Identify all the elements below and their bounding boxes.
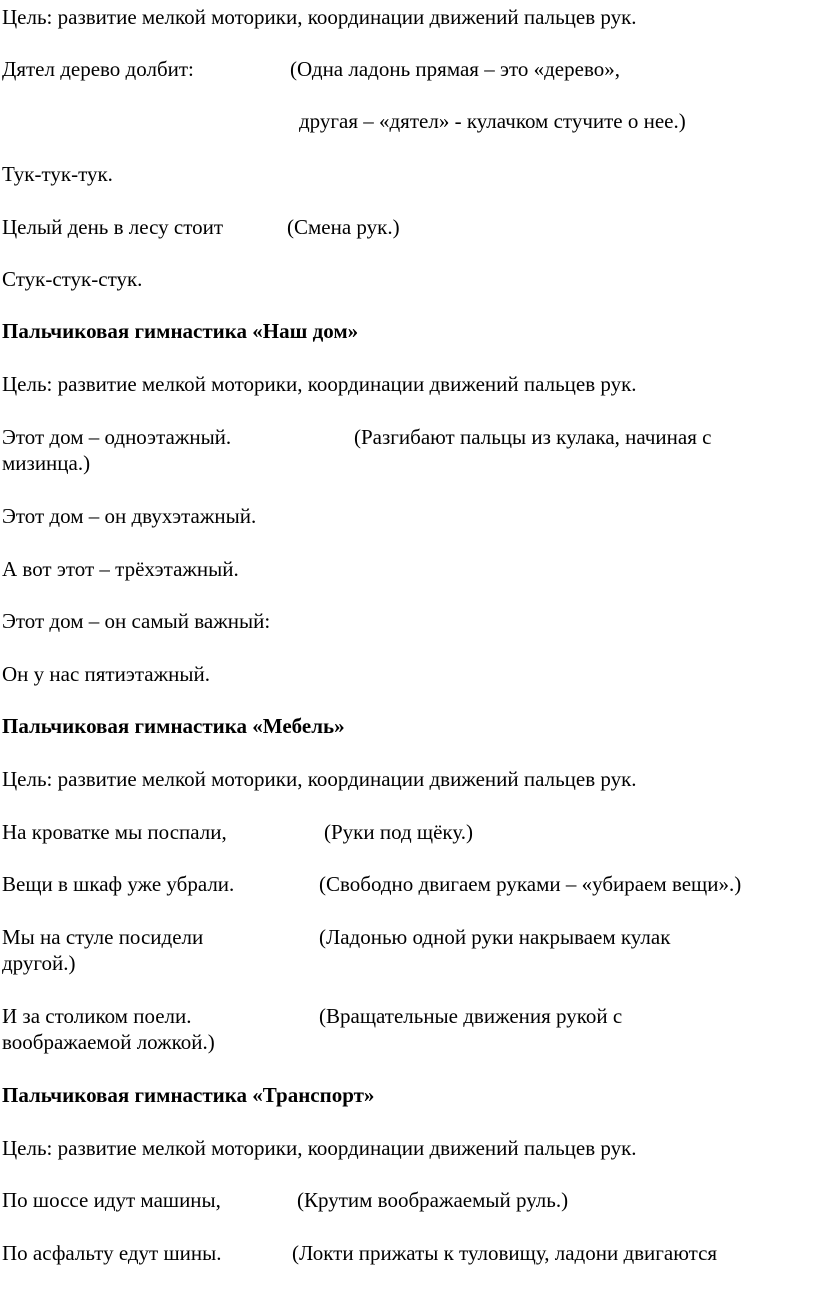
verse-text: Стук-стук-стук. [2, 267, 143, 291]
section-heading: Пальчиковая гимнастика «Наш дом» [2, 319, 359, 343]
instruction-text: (Локти прижаты к туловищу, ладони двигаются [292, 1241, 718, 1265]
instruction-continuation: мизинца.) [2, 451, 91, 475]
verse-text: Этот дом – он самый важный: [2, 609, 271, 633]
verse-line [2, 56, 620, 82]
verse-text: А вот этот – трёхэтажный. [2, 557, 239, 581]
verse-text: И за столиком поели. [2, 1004, 192, 1028]
verse-text: Дятел дерево долбит: [2, 57, 194, 81]
instruction-continuation: воображаемой ложкой.) [2, 1030, 215, 1054]
verse-line [2, 924, 671, 950]
verse-line [2, 1187, 569, 1213]
verse-text: Этот дом – он двухэтажный. [2, 504, 257, 528]
verse-text: Вещи в шкаф уже убрали. [2, 872, 235, 896]
verse-text: По асфальту едут шины. [2, 1241, 222, 1265]
verse-line [2, 871, 742, 897]
verse-line [2, 424, 712, 450]
instruction-text: другая – «дятел» - кулачком стучите о нее.) [299, 109, 686, 133]
verse-text: Он у нас пятиэтажный. [2, 662, 210, 686]
goal-text: Цель: развитие мелкой моторики, координации движений пальцев рук. [2, 5, 637, 29]
instruction-text: (Крутим воображаемый руль.) [297, 1188, 569, 1212]
instruction-text: (Свободно двигаем руками – «убираем вещи».) [319, 872, 742, 896]
verse-text: По шоссе идут машины, [2, 1188, 221, 1212]
verse-text: Мы на стуле посидели [2, 925, 204, 949]
verse-line [2, 1003, 623, 1029]
section-heading: Пальчиковая гимнастика «Мебель» [2, 714, 345, 738]
goal-text: Цель: развитие мелкой моторики, координации движений пальцев рук. [2, 372, 637, 396]
verse-text: Целый день в лесу стоит [2, 215, 224, 239]
section-heading: Пальчиковая гимнастика «Транспорт» [2, 1083, 375, 1107]
instruction-text: (Смена рук.) [287, 215, 400, 239]
verse-text: Этот дом – одноэтажный. [2, 425, 232, 449]
verse-line [2, 1240, 718, 1266]
instruction-continuation: другой.) [2, 951, 76, 975]
instruction-text: (Ладонью одной руки накрываем кулак [319, 925, 671, 949]
verse-text: На кроватке мы поспали, [2, 820, 227, 844]
instruction-text: (Одна ладонь прямая – это «дерево», [290, 57, 620, 81]
verse-line [2, 819, 473, 845]
verse-text: Тук-тук-тук. [2, 162, 113, 186]
instruction-text: (Руки под щёку.) [324, 820, 473, 844]
verse-line [2, 214, 400, 240]
goal-text: Цель: развитие мелкой моторики, координации движений пальцев рук. [2, 767, 637, 791]
goal-text: Цель: развитие мелкой моторики, координации движений пальцев рук. [2, 1136, 637, 1160]
instruction-text: (Разгибают пальцы из кулака, начиная с [354, 425, 712, 449]
instruction-text: (Вращательные движения рукой с [319, 1004, 623, 1028]
